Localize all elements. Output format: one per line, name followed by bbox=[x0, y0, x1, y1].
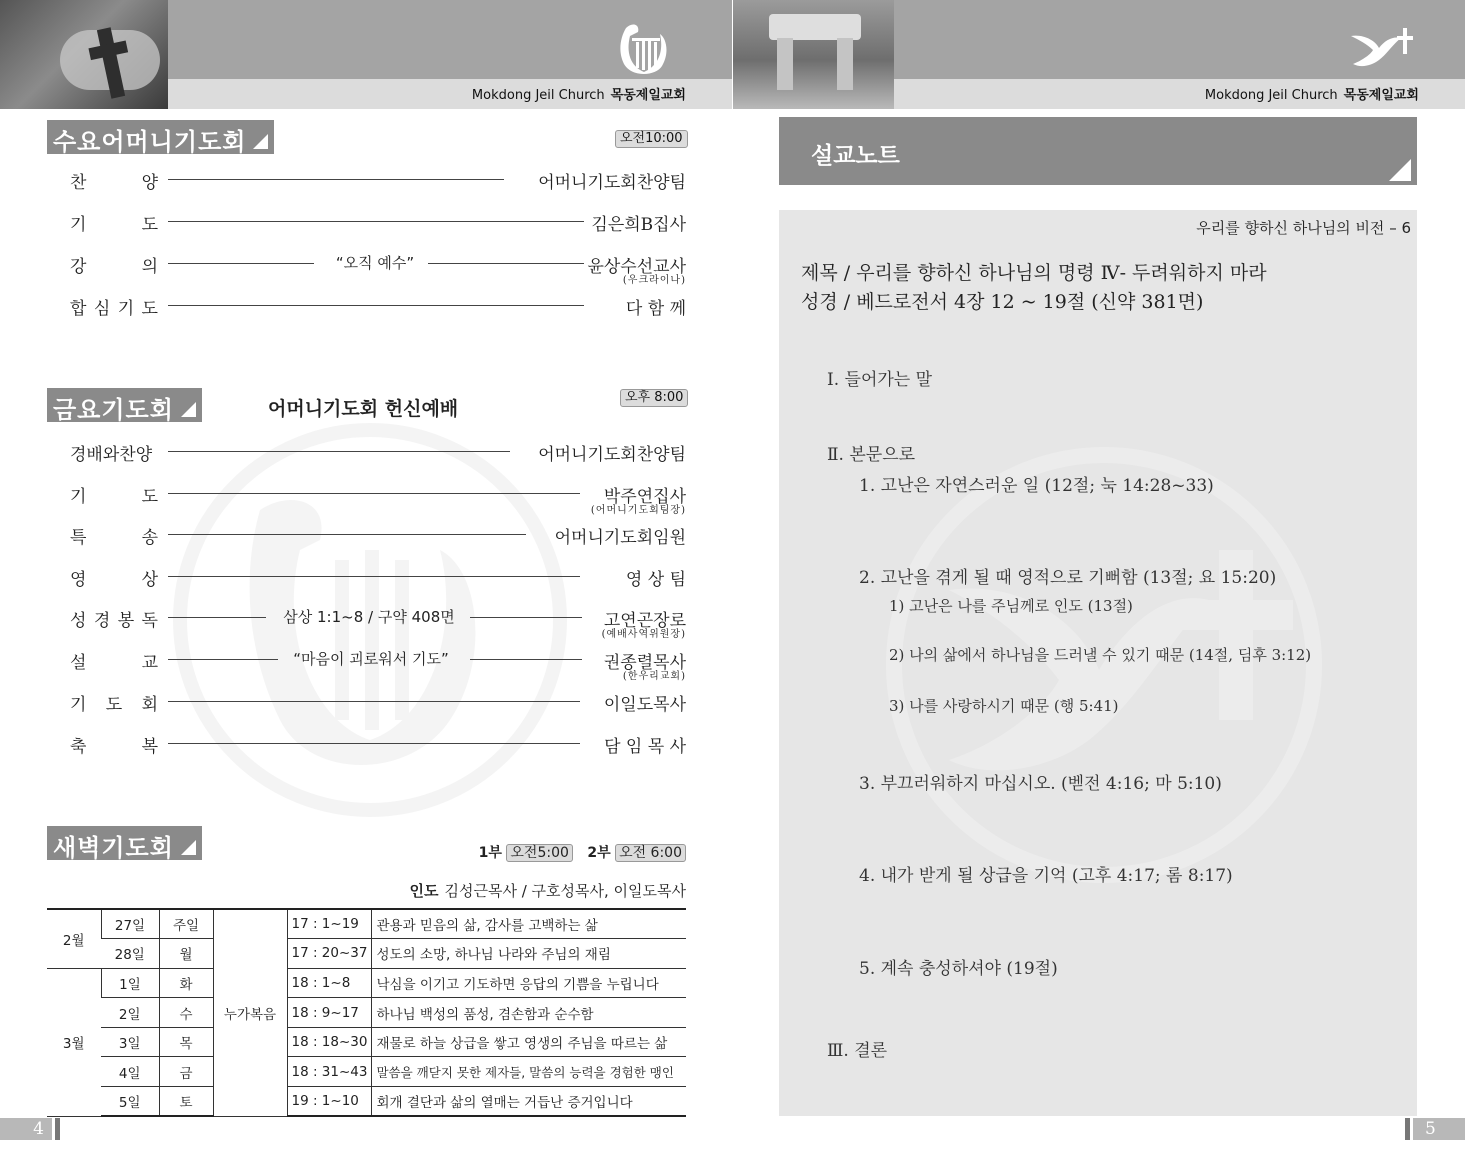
program-row: 찬 양 어머니기도회찬양팀 bbox=[70, 173, 686, 193]
outline-intro: Ⅰ. 들어가는 말 bbox=[827, 370, 933, 390]
table-row: 2일 수 18 : 9~17 하나님 백성의 품성, 겸손함과 순수함 bbox=[47, 998, 686, 1028]
program-row: 강 의 “오직 예수” 윤상수선교사 (우크라이나) bbox=[70, 254, 686, 286]
page-number: 4 bbox=[0, 1118, 52, 1140]
outline-point: 1. 고난은 자연스러운 일 (12절; 눅 14:28~33) bbox=[859, 476, 1214, 496]
outline-subpoint: 3) 나를 사랑하시기 때문 (행 5:41) bbox=[889, 697, 1119, 715]
program-row: 기 도 김은희B집사 bbox=[70, 215, 686, 235]
program-row: 특 송 어머니기도회임원 bbox=[70, 528, 686, 548]
sermon-series: 우리를 향하신 하나님의 비전 – 6 bbox=[1196, 219, 1411, 237]
program-row: 경배와찬양 어머니기도회찬양팀 bbox=[70, 445, 686, 465]
praying-hands-photo bbox=[0, 0, 168, 109]
stone-table-photo bbox=[733, 0, 894, 109]
harp-logo-icon bbox=[618, 22, 670, 78]
program-row: 축 복 담 임 목 사 bbox=[70, 737, 686, 757]
program-row: 성 경 봉 독 삼상 1:1~8 / 구약 408면 고연곤장로 (예배사역위원장) bbox=[70, 608, 686, 640]
sermon-note-banner: 설교노트 bbox=[779, 117, 1417, 185]
right-page bbox=[733, 0, 1465, 1164]
wednesday-section-title: 수요어머니기도회 bbox=[47, 120, 274, 154]
wednesday-time-badge: 오전10:00 bbox=[615, 130, 688, 148]
friday-section-title: 금요기도회 bbox=[47, 388, 202, 422]
friday-subtitle: 어머니기도회 헌신예배 bbox=[268, 398, 459, 420]
outline-subpoint: 1) 고난은 나를 주님께로 인도 (13절) bbox=[889, 597, 1133, 615]
table-row: 3월 1일 화 18 : 1~8 낙심을 이기고 기도하면 응답의 기쁨을 누립니다 bbox=[47, 968, 686, 998]
header-band bbox=[0, 0, 732, 109]
header-band bbox=[733, 0, 1465, 109]
table-row: 5일 토 19 : 1~10 회개 결단과 삶의 열매는 거듭난 증거입니다 bbox=[47, 1087, 686, 1117]
program-row: 합 심 기 도 다 함 께 bbox=[70, 299, 686, 319]
dawn-section-title: 새벽기도회 bbox=[47, 826, 202, 860]
table-row: 2월 27일 주일 누가복음 17 : 1~19 관용과 믿음의 삶, 감사를 고백하는 삶 bbox=[47, 909, 686, 939]
friday-time-badge: 오후 8:00 bbox=[620, 389, 688, 407]
dawn-session-times: 1부 오전5:00 2부 오전 6:00 bbox=[469, 842, 686, 862]
table-row: 28일 월 17 : 20~37 성도의 소망, 하나님 나라와 주님의 재림 bbox=[47, 939, 686, 969]
outline-point: 3. 부끄러워하지 마십시오. (벧전 4:16; 마 5:10) bbox=[859, 774, 1222, 794]
table-row: 3일 목 18 : 18~30 재물로 하늘 상급을 쌓고 영생의 주님을 따르는 삶 bbox=[47, 1027, 686, 1057]
outline-subpoint: 2) 나의 삶에서 하나님을 드러낼 수 있기 때문 (14절, 딤후 3:12) bbox=[889, 646, 1312, 664]
left-page bbox=[0, 0, 732, 1164]
dawn-schedule-table bbox=[47, 908, 686, 1117]
dove-cross-logo-icon bbox=[1349, 24, 1415, 70]
outline-point: 2. 고난을 겪게 될 때 영적으로 기뻐함 (13절; 요 15:20) bbox=[859, 568, 1277, 588]
sermon-title: 제목 / 우리를 향하신 하나님의 명령 Ⅳ- 두려워하지 마라 bbox=[801, 262, 1267, 284]
dove-cross-watermark-icon bbox=[879, 440, 1329, 890]
church-name: Mokdong Jeil Church 목동제일교회 bbox=[1204, 88, 1419, 103]
church-name: Mokdong Jeil Church 목동제일교회 bbox=[471, 88, 686, 103]
program-row: 영 상 영 상 팀 bbox=[70, 570, 686, 590]
table-row: 4일 금 18 : 31~43 말씀을 깨닫지 못한 제자들, 말씀의 능력을 경험한 맹인 bbox=[47, 1057, 686, 1087]
outline-main: Ⅱ. 본문으로 bbox=[827, 445, 916, 465]
dawn-leaders: 인도 김성근목사 / 구호성목사, 이일도목사 bbox=[409, 882, 686, 900]
outline-point: 5. 계속 충성하셔야 (19절) bbox=[859, 959, 1058, 979]
program-row: 기 도 회 이일도목사 bbox=[70, 695, 686, 715]
outline-point: 4. 내가 받게 될 상급을 기억 (고후 4:17; 롬 8:17) bbox=[859, 866, 1233, 886]
sermon-note-body bbox=[779, 210, 1417, 1116]
program-row: 기 도 박주연집사 (어머니기도회팀장) bbox=[70, 487, 686, 516]
sermon-scripture: 성경 / 베드로전서 4장 12 ~ 19절 (신약 381면) bbox=[801, 291, 1204, 313]
program-row: 설 교 “마음이 괴로워서 기도” 권종렬목사 (한우리교회) bbox=[70, 650, 686, 682]
outline-conclusion: Ⅲ. 결론 bbox=[827, 1041, 888, 1061]
page-number: 5 bbox=[1413, 1118, 1465, 1140]
